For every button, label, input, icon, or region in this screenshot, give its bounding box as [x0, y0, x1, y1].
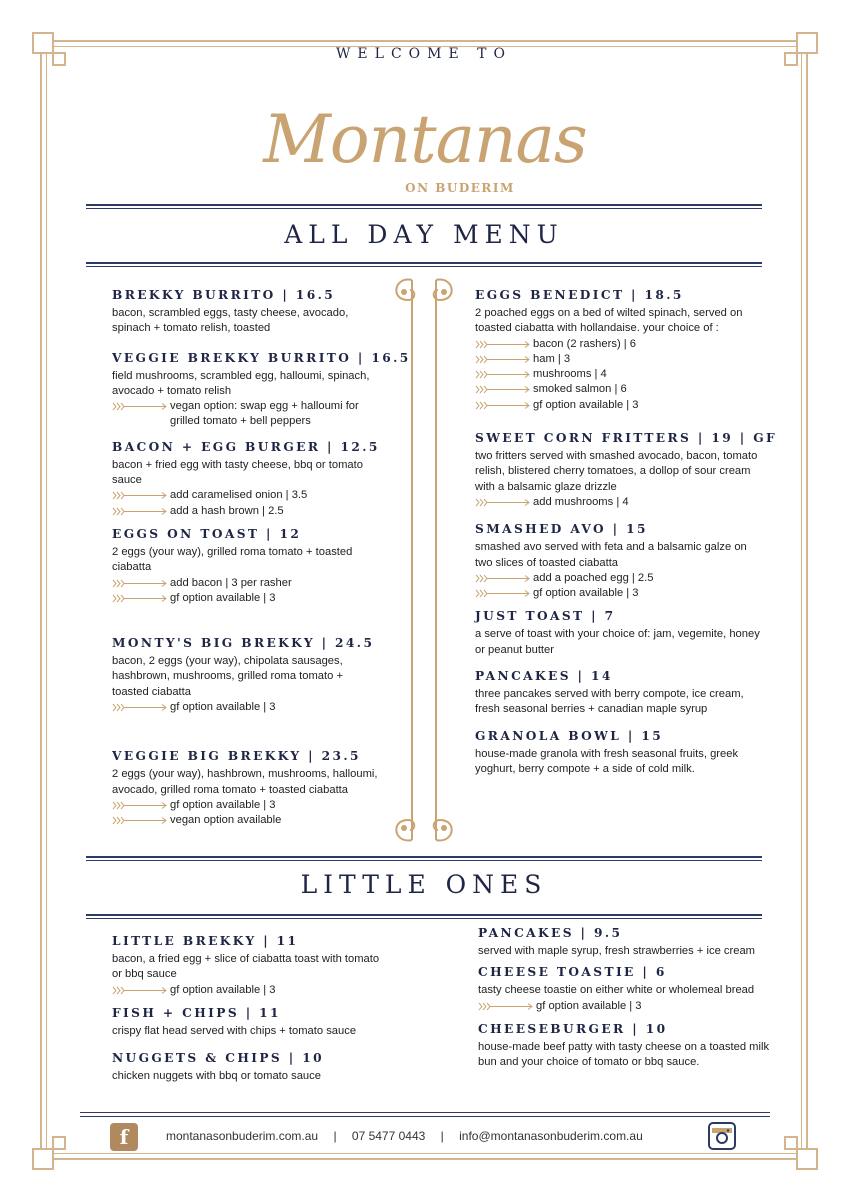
menu-item	[478, 1022, 778, 1071]
option-text: mushrooms | 4	[533, 368, 607, 381]
menu-item-title: SMASHED AVO | 15	[475, 522, 648, 537]
option-text: gf option available | 3	[536, 999, 642, 1012]
menu-item-description: tasty cheese toastie on either white or wholemeal bread	[478, 984, 755, 997]
divider-mid-2	[86, 914, 762, 919]
menu-item-option	[475, 495, 760, 510]
menu-item-description: 2 poached eggs on a bed of wilted spinach, served on toasted ciabatta with hollandaise. your choice of :	[475, 307, 743, 335]
option-text: add mushrooms | 4	[533, 495, 629, 508]
menu-item-option	[478, 999, 778, 1014]
menu-item	[112, 636, 382, 715]
option-text: smoked salmon | 6	[533, 383, 627, 396]
divider-top-2	[86, 262, 762, 267]
arrow-icon	[475, 367, 531, 382]
arrow-icon	[112, 983, 168, 998]
all-day-menu-title: ALL DAY MENU	[284, 220, 564, 249]
email-link[interactable]: info@montanasonbuderim.com.au	[459, 1129, 643, 1143]
option-text: add bacon | 3 per rasher	[170, 576, 292, 589]
menu-item-option	[475, 367, 760, 382]
menu-item-option	[112, 983, 382, 998]
arrow-icon	[112, 798, 168, 813]
menu-item	[478, 926, 778, 959]
menu-item	[112, 288, 382, 337]
menu-item	[475, 609, 760, 658]
footer-rule-2	[80, 1116, 770, 1117]
menu-item-option	[112, 399, 382, 430]
arrow-icon	[475, 398, 531, 413]
menu-item-title: VEGGIE BIG BREKKY | 23.5	[112, 749, 361, 764]
menu-item	[475, 669, 760, 718]
option-text: add caramelised onion | 3.5	[170, 489, 308, 502]
menu-item	[475, 288, 760, 413]
menu-item-description: bacon, a fried egg + slice of ciabatta toast with tomato or bbq sauce	[112, 953, 380, 981]
menu-item-description: smashed avo served with feta and a balsamic galze on two slices of toasted ciabatta	[475, 541, 747, 569]
little-ones-right-column	[478, 926, 778, 1081]
logo-script: Montanas	[263, 101, 587, 178]
menu-item-description: a serve of toast with your choice of: jam, vegemite, honey or peanut butter	[475, 628, 760, 656]
corner-ornament-bl	[32, 1148, 54, 1170]
menu-item-option	[475, 352, 760, 367]
menu-item	[112, 350, 411, 430]
menu-item-title: NUGGETS & CHIPS | 10	[112, 1051, 324, 1066]
arrow-icon	[475, 571, 531, 586]
arrow-icon	[475, 586, 531, 601]
menu-item	[112, 1051, 382, 1084]
option-text: ham | 3	[533, 352, 571, 365]
menu-item	[475, 431, 778, 510]
arrow-icon	[475, 337, 531, 352]
website-link[interactable]: montanasonbuderim.com.au	[166, 1129, 319, 1143]
option-text: vegan option: swap egg + halloumi for grilled tomato + bell peppers	[170, 400, 359, 428]
menu-item	[112, 749, 382, 828]
arrow-icon	[475, 495, 531, 510]
arrow-icon	[112, 813, 168, 828]
menu-item-option	[112, 591, 382, 606]
all-day-left-column	[112, 288, 411, 840]
menu-item-description: house-made granola with fresh seasonal fruits, greek yoghurt, berry compote + a side of cold milk.	[475, 747, 739, 775]
option-text: add a poached egg | 2.5	[533, 571, 654, 584]
footer-contact	[166, 1129, 643, 1143]
menu-item-option	[475, 382, 760, 397]
little-ones-left-column	[112, 934, 382, 1095]
little-ones-title: LITTLE ONES	[300, 870, 548, 899]
option-text: gf option available | 3	[170, 701, 276, 714]
option-text: bacon (2 rashers) | 6	[533, 337, 637, 350]
menu-item-description: three pancakes served with berry compote, ice cream, fresh seasonal berries + canadian maple syrup	[475, 688, 744, 716]
menu-item-title: PANCAKES | 9.5	[478, 926, 623, 940]
menu-item-option	[112, 813, 382, 828]
menu-item-title: CHEESEBURGER | 10	[478, 1021, 668, 1036]
arrow-icon	[112, 488, 168, 503]
menu-item-title: MONTY'S BIG BREKKY | 24.5	[112, 636, 375, 651]
all-day-right-column	[475, 288, 778, 788]
menu-item-description: bacon + fried egg with tasty cheese, bbq or tomato sauce	[112, 458, 363, 487]
option-text: gf option available | 3	[533, 587, 639, 600]
arrow-icon	[112, 700, 168, 715]
menu-item-description: bacon, scrambled eggs, tasty cheese, avocado, spinach + tomato relish, toasted	[112, 307, 349, 335]
menu-item-title: BACON + EGG BURGER | 12.5	[112, 439, 380, 454]
menu-item	[112, 527, 382, 606]
menu-item-option	[475, 398, 760, 413]
menu-item-title: JUST TOAST | 7	[475, 609, 616, 624]
arrow-icon	[475, 352, 531, 367]
corner-ornament-br2	[784, 1136, 798, 1150]
menu-item	[478, 965, 778, 1014]
divider-mid-1	[86, 856, 762, 861]
footer	[110, 1120, 740, 1154]
menu-item-option	[112, 576, 382, 591]
menu-item	[475, 729, 760, 778]
menu-item-title: BREKKY BURRITO | 16.5	[112, 288, 336, 302]
arrow-icon	[112, 504, 168, 519]
footer-rule-1	[80, 1112, 770, 1113]
arrow-icon	[112, 399, 168, 414]
arrow-icon	[112, 591, 168, 606]
option-text: vegan option available	[170, 814, 282, 827]
menu-item-title: LITTLE BREKKY | 11	[112, 934, 299, 948]
welcome-heading: WELCOME TO	[336, 46, 512, 62]
menu-item-title: EGGS ON TOAST | 12	[112, 526, 302, 541]
menu-item-title: FISH + CHIPS | 11	[112, 1005, 281, 1020]
corner-ornament-bl2	[52, 1136, 66, 1150]
menu-item-option	[112, 488, 382, 503]
menu-item-description: two fritters served with smashed avocado, bacon, tomato relish, blistered cherry tomatoes, a dollop of sour cream with a balsamic glaze drizzle	[475, 450, 758, 493]
menu-item-title: CHEESE TOASTIE | 6	[478, 965, 667, 980]
option-text: gf option available | 3	[170, 798, 276, 811]
menu-item-title: EGGS BENEDICT | 18.5	[475, 288, 684, 302]
montanas-logo	[263, 62, 587, 202]
menu-item-title: GRANOLA BOWL | 15	[475, 728, 664, 743]
menu-item-description: house-made beef patty with tasty cheese on a toasted milk bun and your choice of tomato or bbq sauce.	[478, 1040, 770, 1069]
corner-ornament-br	[796, 1148, 818, 1170]
menu-item-description: 2 eggs (your way), hashbrown, mushrooms, halloumi, avocado, grilled roma tomato + toasted ciabatta	[112, 768, 378, 796]
menu-item-description: field mushrooms, scrambled egg, halloumi, spinach, avocado + tomato relish	[112, 369, 370, 397]
divider-top-1	[86, 204, 762, 209]
menu-item-option	[112, 504, 382, 519]
menu-item-option	[475, 586, 760, 601]
option-text: gf option available | 3	[533, 398, 639, 411]
footer-separator: |	[333, 1129, 337, 1143]
menu-item-title: VEGGIE BREKKY BURRITO | 16.5	[112, 350, 411, 365]
menu-item	[112, 1006, 382, 1039]
menu-item-description: 2 eggs (your way), grilled roma tomato + toasted ciabatta	[112, 545, 353, 574]
option-text: gf option available | 3	[170, 591, 276, 604]
instagram-icon[interactable]	[708, 1122, 736, 1150]
logo-subtitle: ON BUDERIM	[405, 181, 515, 195]
menu-item-option	[475, 571, 760, 586]
menu-item	[112, 440, 382, 519]
footer-separator: |	[440, 1129, 444, 1143]
arrow-icon	[112, 576, 168, 591]
menu-item-description: crispy flat head served with chips + tomato sauce	[112, 1024, 357, 1037]
arrow-icon	[478, 999, 534, 1014]
menu-item-description: served with maple syrup, fresh strawberries + ice cream	[478, 945, 755, 957]
menu-item	[112, 934, 382, 998]
phone-link[interactable]: 07 5477 0443	[351, 1129, 426, 1143]
camera-glyph	[710, 1124, 734, 1148]
arrow-icon	[475, 382, 531, 397]
menu-item-option	[112, 798, 382, 813]
menu-item-description: chicken nuggets with bbq or tomato sauce	[112, 1070, 321, 1083]
option-text: gf option available | 3	[170, 983, 276, 996]
menu-item-title: SWEET CORN FRITTERS | 19 | GF	[475, 431, 778, 446]
column-divider-ornament	[386, 270, 462, 850]
option-text: add a hash brown | 2.5	[170, 504, 284, 517]
menu-item	[475, 522, 760, 601]
menu-item-option	[475, 337, 760, 352]
menu-item-option	[112, 700, 382, 715]
facebook-icon[interactable]: f	[110, 1123, 138, 1151]
menu-item-title: PANCAKES | 14	[475, 669, 613, 684]
menu-item-description: bacon, 2 eggs (your way), chipolata sausages, hashbrown, mushrooms, grilled roma tomato + toasted ciabatta	[112, 655, 343, 698]
